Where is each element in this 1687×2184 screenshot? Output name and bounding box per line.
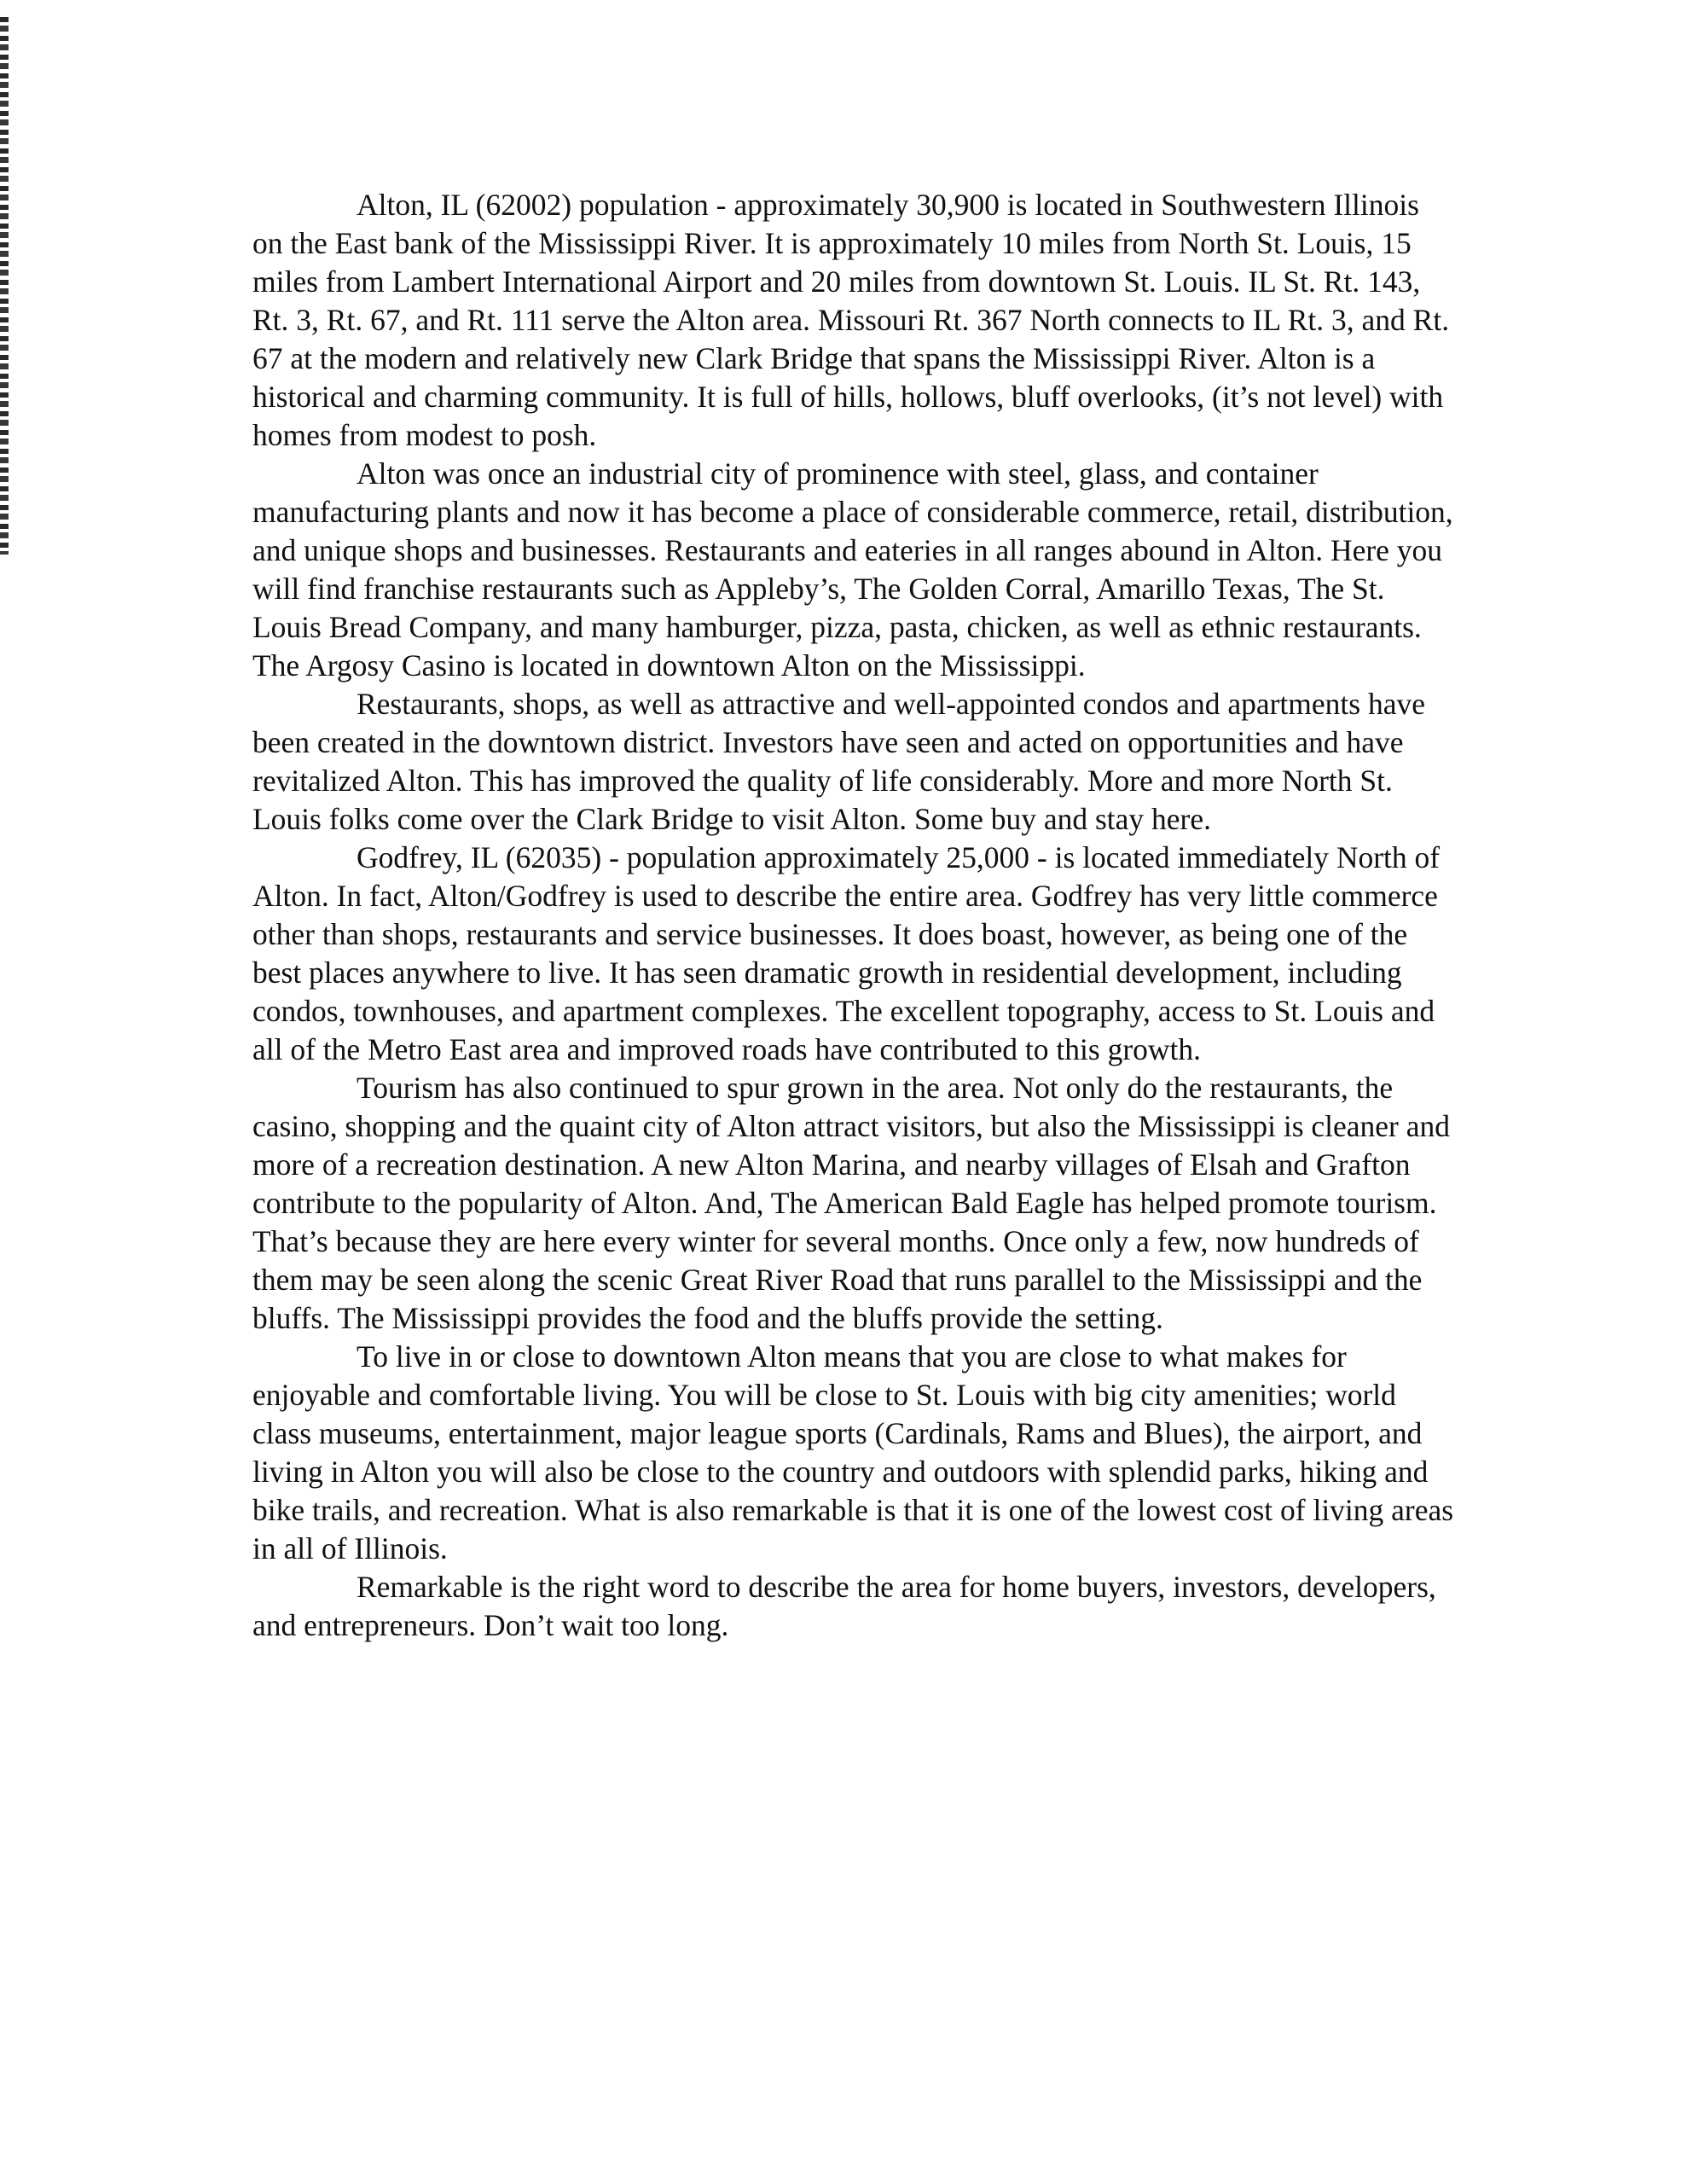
scan-edge-artifact (0, 17, 9, 555)
paragraph-downtown-living: To live in or close to downtown Alton means that you are close to what makes for enjoyable and comfortable living. You will be close to St. Louis with big city amenities; world class museums, entertainment, major league sports (Cardinals, Rams and Blues), the airport, and living in Alton you will also be close to the country and outdoors with splendid parks, hiking and bike trails, and recreation. What is also remarkable is that it is one of the lowest cost of living areas in all of Illinois. (252, 1339, 1454, 1565)
paragraph-tourism: Tourism has also continued to spur grown in the area. Not only do the restaurants, the casino, shopping and the quaint city of Alton attract visitors, but also the Mississippi is cleaner and more of a recreation destination. A new Alton Marina, and nearby villages of Elsah and Grafton contribute to the popularity of Alton. And, The American Bald Eagle has helped promote tourism. That’s because they are here every winter for several months. Once only a few, now hundreds of them may be seen along the scenic Great River Road that runs parallel to the Mississippi and the bluffs. The Mississippi provides the food and the bluffs provide the setting. (252, 1071, 1451, 1335)
paragraph-alton-overview: Alton, IL (62002) population - approximately 30,900 is located in Southwestern Illinois on the East bank of the Mississippi River. It is approximately 10 miles from North St. Louis, 15 miles from Lambert International Airport and 20 miles from downtown St. Louis. IL St. Rt. 143, Rt. 3, Rt. 67, and Rt. 111 serve the Alton area. Missouri Rt. 367 North connects to IL Rt. 3, and Rt. 67 at the modern and relatively new Clark Bridge that spans the Mississippi River. Alton is a historical and charming community. It is full of hills, hollows, bluff overlooks, (it’s not level) with homes from modest to posh. (252, 188, 1450, 452)
paragraph-downtown-district: Restaurants, shops, as well as attractive and well-appointed condos and apartments have been created in the downtown district. Investors have seen and acted on opportunities and have revitalized Alton. This has improved the quality of life considerably. More and more North St. Louis folks come over the Clark Bridge to visit Alton. Some buy and stay here. (252, 687, 1425, 836)
paragraph-godfrey: Godfrey, IL (62035) - population approximately 25,000 - is located immediately North of Alton. In fact, Alton/Godfrey is used to describe the entire area. Godfrey has very little commerce other than shops, restaurants and service businesses. It does boast, however, as being one of the best places anywhere to live. It has seen dramatic growth in residential development, including condos, townhouses, and apartment complexes. The excellent topography, access to St. Louis and all of the Metro East area and improved roads have contributed to this growth. (252, 840, 1441, 1066)
paragraph-alton-industry: Alton was once an industrial city of prominence with steel, glass, and container manufacturing plants and now it has become a place of considerable commerce, retail, distribution, and unique shops and businesses. Restaurants and eateries in all ranges abound in Alton. Here you will find franchise restaurants such as Appleby’s, The Golden Corral, Amarillo Texas, The St. Louis Bread Company, and many hamburger, pizza, pasta, chicken, as well as ethnic restaurants. The Argosy Casino is located in downtown Alton on the Mississippi. (252, 456, 1453, 682)
paragraph-closing: Remarkable is the right word to describe the area for home buyers, investors, developers, and entrepreneurs. Don’t wait too long. (252, 1570, 1436, 1642)
body-text (252, 186, 1455, 1645)
